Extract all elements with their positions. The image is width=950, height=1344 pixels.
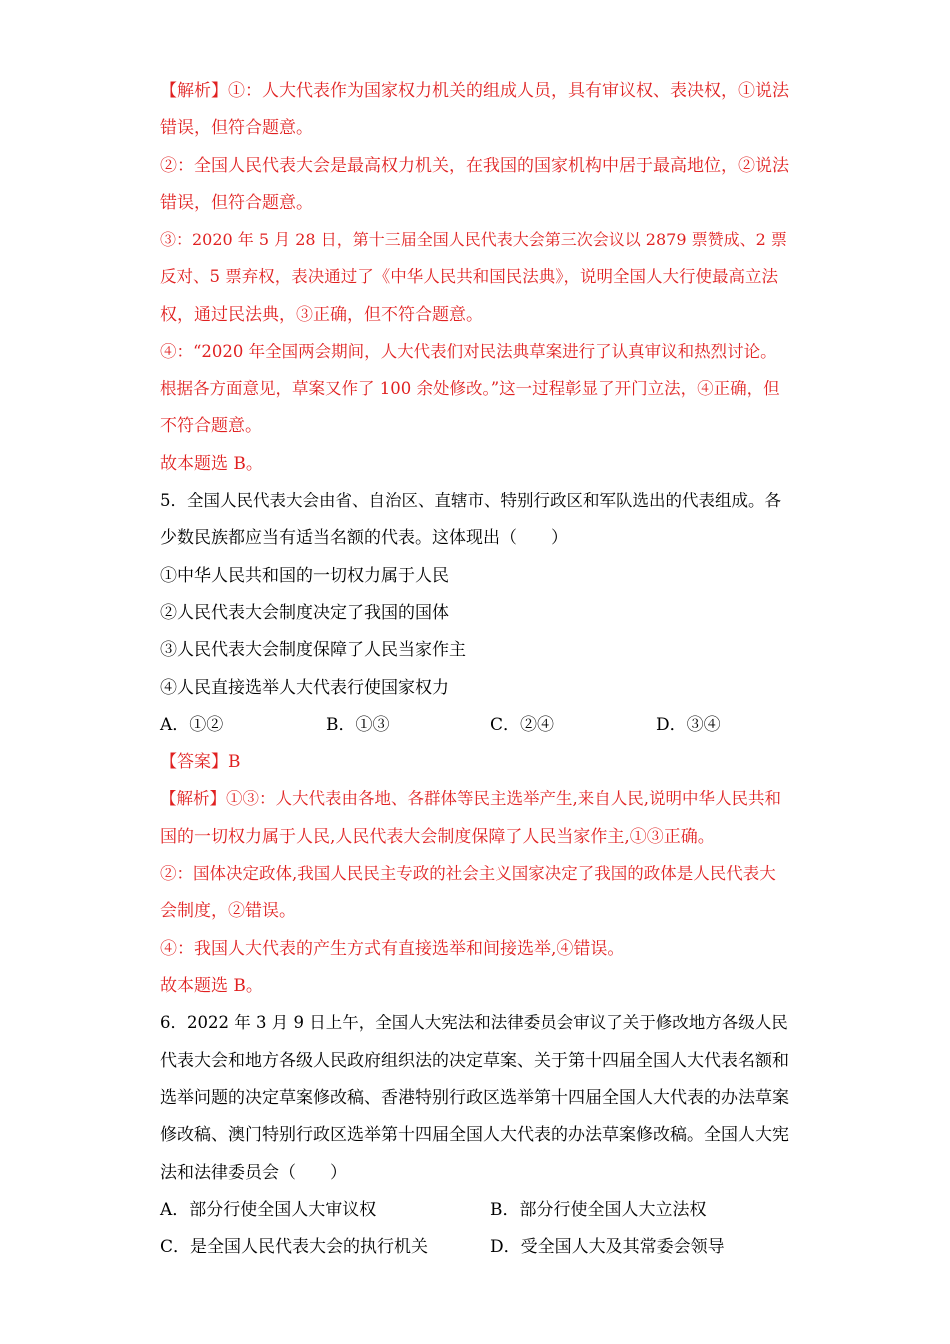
- q5-analysis-line: 国的一切权力属于人民,人民代表大会制度保障了人民当家作主,①③正确。: [160, 827, 715, 847]
- q5-option-a: A．①②: [160, 715, 224, 735]
- q5-statement: ③人民代表大会制度保障了人民当家作主: [160, 640, 466, 660]
- q6-option-d: D．受全国人大及其常委会领导: [490, 1237, 725, 1257]
- q5-analysis-line: 会制度，②错误。: [160, 901, 296, 921]
- q5-option-b: B．①③: [326, 715, 390, 735]
- q5-analysis-line: 【解析】①③：人大代表由各地、各群体等民主选举产生,来自人民,说明中华人民共和: [160, 789, 781, 808]
- q5-stem-line: 5．全国人民代表大会由省、自治区、直辖市、特别行政区和军队选出的代表组成。各: [160, 491, 781, 510]
- q4-analysis-line: 不符合题意。: [160, 416, 262, 436]
- q5-option-d: D．③④: [656, 715, 721, 735]
- q5-statement: ④人民直接选举人大代表行使国家权力: [160, 678, 449, 698]
- q5-conclusion: 故本题选 B。: [160, 976, 263, 996]
- q5-statement: ①中华人民共和国的一切权力属于人民: [160, 566, 449, 586]
- q6-stem-line: 法和法律委员会（ ）: [160, 1163, 347, 1183]
- q6-stem-line: 选举问题的决定草案修改稿、香港特别行政区选举第十四届全国人大代表的办法草案: [160, 1088, 789, 1108]
- q6-stem-line: 6．2022 年 3 月 9 日上午，全国人大宪法和法律委员会审议了关于修改地方各级人民: [160, 1013, 788, 1032]
- q4-conclusion: 故本题选 B。: [160, 454, 263, 474]
- q6-option-a: A．部分行使全国人大审议权: [160, 1200, 377, 1220]
- q4-analysis-line: 根据各方面意见，草案又作了 100 余处修改。”这一过程彰显了开门立法，④正确，但: [160, 379, 780, 398]
- q4-analysis-line: 错误，但符合题意。: [160, 118, 313, 138]
- q4-analysis-line: ②：全国人民代表大会是最高权力机关，在我国的国家机构中居于最高地位，②说法: [160, 156, 789, 176]
- q4-analysis-line: ④：“2020 年全国两会期间，人大代表们对民法典草案进行了认真审议和热烈讨论。: [160, 342, 777, 361]
- q5-statement: ②人民代表大会制度决定了我国的国体: [160, 603, 449, 623]
- q5-analysis-line: ④：我国人大代表的产生方式有直接选举和间接选举,④错误。: [160, 939, 625, 959]
- q4-analysis-line: 错误，但符合题意。: [160, 193, 313, 213]
- q5-answer: [160, 751, 241, 773]
- q4-analysis-line: 【解析】①：人大代表作为国家权力机关的组成人员，具有审议权、表决权，①说法: [160, 81, 789, 101]
- q6-option-b: B．部分行使全国人大立法权: [490, 1200, 707, 1220]
- q5-answer-text: 【答案】B: [160, 752, 241, 772]
- q5-analysis-line: ②：国体决定政体,我国人民民主专政的社会主义国家决定了我国的政体是人民代表大: [160, 864, 776, 883]
- q5-option-c: C．②④: [490, 715, 555, 735]
- q5-stem-line: 少数民族都应当有适当名额的代表。这体现出（ ）: [160, 528, 568, 548]
- q6-stem-line: 代表大会和地方各级人民政府组织法的决定草案、关于第十四届全国人大代表名额和: [160, 1051, 789, 1071]
- q4-analysis-line: ③：2020 年 5 月 28 日，第十三届全国人民代表大会第三次会议以 2879 票赞成、2 票: [160, 230, 787, 249]
- q6-stem-line: 修改稿、澳门特别行政区选举第十四届全国人大代表的办法草案修改稿。全国人大宪: [160, 1125, 789, 1145]
- q6-option-c: C．是全国人民代表大会的执行机关: [160, 1237, 429, 1257]
- q4-analysis-line: 权，通过民法典，③正确，但不符合题意。: [160, 305, 483, 325]
- q4-analysis-line: 反对、5 票弃权，表决通过了《中华人民共和国民法典》，说明全国人大行使最高立法: [160, 267, 778, 286]
